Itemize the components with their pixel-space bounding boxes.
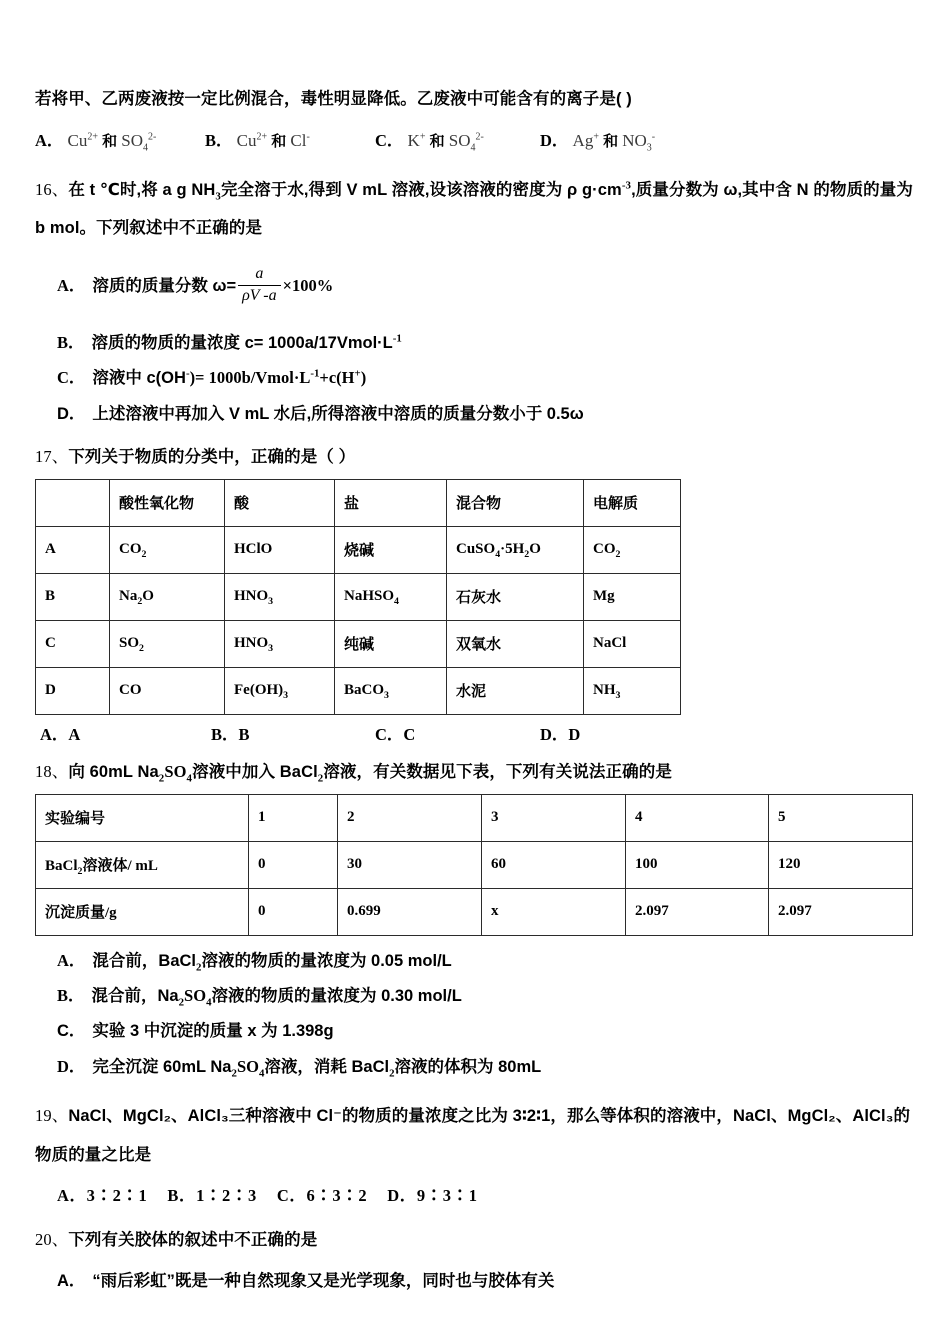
q18-option-c-label: C．: [57, 1022, 86, 1041]
q17-number: 17、: [35, 447, 69, 467]
q19-option-a[interactable]: A．3∶2∶1: [57, 1185, 148, 1205]
q18-option-b-text-c: 溶液的物质的量浓度为 0.30 mol/L: [211, 986, 462, 1005]
cell-vol-5: 120: [769, 841, 913, 888]
fraction-denominator: ρV -a: [242, 287, 277, 305]
q19-option-b[interactable]: B．1∶2∶3: [167, 1185, 257, 1205]
q15-option-b-conj: 和: [271, 132, 287, 150]
cell-c-salt: 纯碱: [335, 620, 447, 667]
q20-stem: [35, 1227, 915, 1254]
cell-d-electrolyte: $NH_3$: [584, 667, 681, 714]
q15-option-c[interactable]: [375, 127, 484, 154]
q19-stem-line1: [35, 1103, 915, 1130]
q15-option-d-label: D．: [540, 130, 569, 150]
q19-options: [57, 1183, 915, 1210]
q16-option-a-label: A．: [57, 276, 86, 296]
cell-exp-4: 4: [626, 794, 769, 841]
q17-stem-text: 下列关于物质的分类中，正确的是（ ）: [68, 448, 356, 467]
cell-b-acidic-oxide: $Na_2O$: [110, 573, 225, 620]
q16-option-c-sup3: +: [354, 367, 361, 380]
q16-option-c-b: )= 1000b/Vmol·L: [189, 368, 311, 388]
cell-vol-2: 30: [338, 841, 482, 888]
q20-option-a[interactable]: [57, 1268, 915, 1294]
q18-option-b-sub2: 4: [206, 996, 212, 1009]
q18-option-a-sub: 2: [196, 960, 202, 973]
q16-option-c-label: C．: [57, 368, 86, 388]
cell-d-salt: BaCO$_3$: [335, 667, 447, 714]
q18-option-b-text-a: 混合前，Na: [91, 986, 179, 1005]
header-cell-electrolyte: 电解质: [584, 479, 681, 526]
cell-c-electrolyte: NaCl: [584, 620, 681, 667]
q18-number: 18、: [35, 761, 69, 781]
q16-stem-a: 在 t ℃时,将 a g NH: [68, 180, 216, 199]
table-row: [36, 794, 913, 841]
q16-option-b[interactable]: [57, 330, 915, 356]
cell-b-mixture: 石灰水: [447, 573, 584, 620]
q18-option-d-sub2: 4: [258, 1066, 265, 1079]
q18-option-c[interactable]: [57, 1018, 915, 1044]
q15-option-c-ion2: $SO_4^{2-}$: [448, 130, 484, 154]
q18-option-a-label: A．: [57, 950, 86, 970]
cell-vol-4: 100: [626, 841, 769, 888]
q18-stem: [35, 759, 915, 786]
table-row: [36, 888, 913, 935]
q19-option-c[interactable]: C．6∶3∶2: [276, 1185, 368, 1205]
q18-option-d-text-a: 完全沉淀 60mL Na: [92, 1057, 232, 1076]
cell-a-mixture: $CuSO_4\cdot 5H_2O$: [447, 526, 584, 573]
table-row: [36, 667, 681, 714]
q17-classification-table: [35, 479, 681, 715]
q15-option-a-ion1: $Cu^{2+}$: [67, 130, 99, 150]
q18-stem-d: 溶液，有关数据见下表，下列有关说法正确的是: [323, 762, 672, 781]
q17-stem: [35, 444, 915, 471]
q17-answer-a[interactable]: A．A: [40, 724, 81, 744]
cell-mass-2: 0.699: [338, 888, 482, 935]
q18-stem-a: 向 60mL Na: [68, 762, 159, 781]
q15-option-b-label: B．: [205, 130, 233, 150]
cell-mass-1: 0: [249, 888, 338, 935]
q20-option-a-label: A．: [57, 1271, 86, 1290]
table-row: [36, 841, 913, 888]
table-row: [36, 620, 681, 667]
q16-stem-line1: [35, 177, 915, 204]
fraction-numerator: a: [238, 265, 281, 286]
q16-option-c-sup2: -1: [310, 367, 320, 380]
q18-option-c-text: 实验 3 中沉淀的质量 x 为 1.398g: [92, 1022, 334, 1041]
q17-answers: [35, 721, 915, 747]
q15-option-b[interactable]: [205, 127, 310, 151]
cell-d-mixture: 水泥: [447, 667, 584, 714]
cell-exp-5: 5: [769, 794, 913, 841]
q16-stem-c: ,质量分数为 ω,其中含 N 的物质的量为: [631, 180, 913, 199]
row-label-b: B: [36, 573, 110, 620]
q19-stem-text-line1: NaCl、MgCl₂、AlCl₃三种溶液中 Cl⁻的物质的量浓度之比为 3∶2∶1，那么等体积的溶液中，NaCl、MgCl₂、AlCl₃的: [68, 1107, 911, 1126]
q18-option-d-text-b: SO: [236, 1056, 259, 1076]
cell-b-acid: $HNO_3$: [225, 573, 335, 620]
q20-number: 20、: [35, 1230, 69, 1250]
q15-option-a-label: A．: [35, 130, 64, 150]
q19-stem-line2: 物质的量之比是: [35, 1145, 152, 1164]
cell-c-acidic-oxide: $SO_2$: [110, 620, 225, 667]
q15-option-b-ion2: Cl-: [290, 130, 310, 150]
header-cell-acid: 酸: [225, 479, 335, 526]
q16-option-c-a: 溶液中 c(OH: [92, 369, 186, 388]
q18-option-b[interactable]: [57, 983, 915, 1009]
table-header-row: [36, 479, 681, 526]
header-cell-mixture: 混合物: [447, 479, 584, 526]
q16-option-a-fraction: [238, 265, 281, 306]
row-label-precipitate-mass: 沉淀质量/g: [36, 888, 249, 935]
q15-option-b-ion1: $Cu^{2+}$: [236, 130, 268, 150]
q16-stem-b: 完全溶于水,得到 V mL 溶液,设该溶液的密度为 ρ g·cm: [220, 180, 622, 199]
q18-option-b-text-b: SO: [184, 985, 207, 1005]
q15-options: [35, 123, 915, 163]
cell-a-electrolyte: $CO_2$: [584, 526, 681, 573]
cell-mass-4: 2.097: [626, 888, 769, 935]
cell-c-mixture: 双氧水: [447, 620, 584, 667]
q15-option-a-ion2: $SO_4^{2-}$: [121, 130, 157, 154]
q15-option-a-conj: 和: [102, 132, 118, 150]
cell-vol-3: 60: [482, 841, 626, 888]
cell-a-acid: HClO: [225, 526, 335, 573]
q16-option-b-text: 溶质的物质的量浓度 c= 1000a/17Vmol·L: [91, 333, 393, 352]
row-label-bacl2-volume: BaCl$_2$溶液体/ mL: [36, 841, 249, 888]
cell-mass-5: 2.097: [769, 888, 913, 935]
q16-option-d[interactable]: [57, 401, 915, 427]
header-cell-blank: [36, 479, 110, 526]
q18-option-a[interactable]: [57, 948, 915, 974]
q16-stem-sup: -3: [621, 179, 632, 192]
q19-option-d[interactable]: D．9∶3∶1: [387, 1185, 478, 1205]
cell-exp-3: 3: [482, 794, 626, 841]
q15-option-c-ion1: K+: [407, 130, 426, 150]
q16-option-b-label: B．: [57, 332, 85, 352]
q15-stem: 若将甲、乙两废液按一定比例混合，毒性明显降低。乙废液中可能含有的离子是( ): [35, 90, 632, 108]
q16-option-a[interactable]: [57, 267, 915, 308]
q15-option-c-conj: 和: [429, 132, 445, 150]
q18-option-b-label: B．: [57, 985, 85, 1005]
q18-stem-sub1: 2: [158, 772, 165, 785]
q19-number: 19、: [35, 1106, 69, 1126]
header-cell-acidic-oxide: 酸性氧化物: [110, 479, 225, 526]
q16-option-c-c: +c(H: [319, 368, 355, 388]
table-row: [36, 526, 681, 573]
q18-data-table: [35, 794, 913, 936]
cell-b-salt: NaHSO$_4$: [335, 573, 447, 620]
q16-option-a-text: 溶质的质量分数 ω=: [92, 277, 237, 296]
q15-option-a[interactable]: [35, 127, 157, 154]
q18-option-d-text-d: 溶液的体积为 80mL: [394, 1057, 542, 1076]
cell-exp-2: 2: [338, 794, 482, 841]
cell-vol-1: 0: [249, 841, 338, 888]
cell-d-acid: $Fe(OH)_3$: [225, 667, 335, 714]
q16-option-a-tail: ×100%: [282, 276, 334, 296]
q18-option-a-text-b: 溶液的物质的量浓度为 0.05 mol/L: [201, 951, 452, 970]
q17-answer-d[interactable]: D．D: [540, 724, 581, 744]
q15-option-d[interactable]: [540, 127, 656, 154]
cell-a-acidic-oxide: $CO_2$: [110, 526, 225, 573]
q16-option-b-sup: -1: [392, 332, 402, 345]
q18-option-a-text-a: 混合前，BaCl: [92, 951, 197, 970]
q18-option-d-label: D．: [57, 1056, 86, 1076]
cell-b-electrolyte: Mg: [584, 573, 681, 620]
q18-stem-c: 溶液中加入 BaCl: [192, 762, 318, 781]
q18-stem-sub3: 2: [317, 772, 324, 785]
q16-option-d-label: D．: [57, 404, 86, 423]
q15-option-d-ion1: Ag+: [572, 130, 599, 150]
table-row: [36, 573, 681, 620]
row-label-experiment-number: 实验编号: [36, 794, 249, 841]
q16-number: 16、: [35, 179, 69, 199]
cell-d-acidic-oxide: CO: [110, 667, 225, 714]
q18-option-d-text-c: 溶液，消耗 BaCl: [264, 1057, 390, 1076]
q18-stem-sub2: 4: [186, 772, 193, 785]
row-label-d: D: [36, 667, 110, 714]
q16-stem-line2: b mol。下列叙述中不正确的是: [35, 219, 263, 238]
q18-option-d-sub: 2: [231, 1066, 237, 1079]
q17-answer-b[interactable]: B．B: [211, 724, 250, 744]
q16-stem-sub: 3: [215, 190, 221, 203]
cell-exp-1: 1: [249, 794, 338, 841]
q15-option-c-label: C．: [375, 130, 404, 150]
q15-option-d-conj: 和: [603, 132, 619, 150]
q20-stem-text: 下列有关胶体的叙述中不正确的是: [68, 1231, 318, 1250]
q18-option-d[interactable]: [57, 1054, 915, 1080]
q16-option-c-sup1: -: [185, 367, 190, 380]
page-content: [35, 86, 915, 1303]
q16-option-c-d: ): [360, 368, 367, 388]
cell-a-salt: 烧碱: [335, 526, 447, 573]
cell-mass-3: x: [482, 888, 626, 935]
q16-option-c[interactable]: [57, 365, 915, 391]
q20-option-a-text: “雨后彩虹”既是一种自然现象又是光学现象，同时也与胶体有关: [92, 1271, 555, 1290]
q18-option-b-sub: 2: [178, 996, 185, 1009]
header-cell-salt: 盐: [335, 479, 447, 526]
q15-option-d-ion2: $NO_3^-$: [622, 130, 656, 154]
q16-option-d-text: 上述溶液中再加入 V mL 水后,所得溶液中溶质的质量分数小于 0.5ω: [92, 404, 584, 423]
row-label-c: C: [36, 620, 110, 667]
q17-answer-c[interactable]: C．C: [375, 724, 416, 744]
q18-option-d-sub3: 2: [389, 1066, 395, 1079]
q18-stem-b: SO: [164, 761, 187, 781]
row-label-a: A: [36, 526, 110, 573]
cell-c-acid: $HNO_3$: [225, 620, 335, 667]
